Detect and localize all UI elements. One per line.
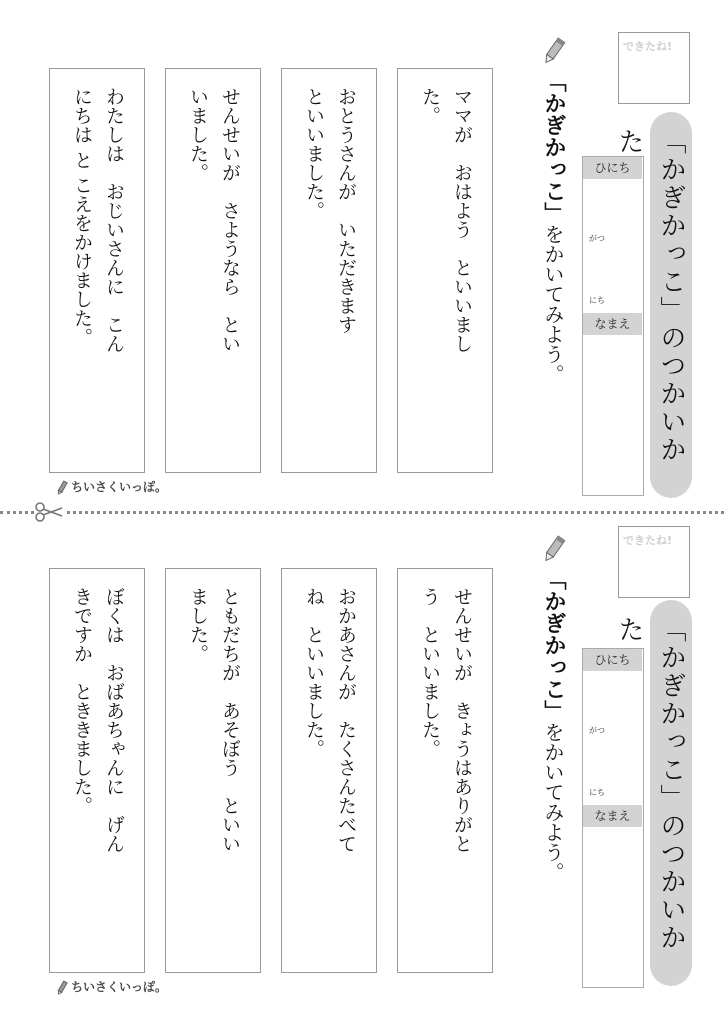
sentence-card <box>165 68 261 473</box>
sentence-text: わたしは おじいさんに こん にちは と こえをかけました。 <box>71 87 125 353</box>
date-name-box <box>582 648 644 988</box>
sentence-card <box>397 568 493 973</box>
instruction <box>533 70 573 500</box>
day-label: にち <box>589 296 605 305</box>
title-pill <box>614 112 692 498</box>
sentence-text: せんせいが きょうはありがと う といいました。 <box>419 587 473 853</box>
brand-logo <box>55 478 167 496</box>
month-label: がつ <box>589 726 605 735</box>
sentence-text: ともだちが あそぼう といい ました。 <box>187 587 241 853</box>
instruction-text: をかいてみよう。 <box>541 224 565 384</box>
sentence-text: おとうさんが いただきます といいました。 <box>303 87 357 334</box>
done-label: できたね! <box>623 40 673 53</box>
brand-pencil-icon <box>55 980 69 996</box>
done-stamp-box <box>618 32 690 104</box>
sentence-card <box>49 568 145 973</box>
page-title: 「かぎかっこ」のつかいかた <box>614 128 686 464</box>
title-pill <box>614 600 692 986</box>
sentence-card <box>281 568 377 973</box>
name-header: なまえ <box>583 805 642 827</box>
instruction-keyword: 「かぎかっこ」 <box>541 70 566 224</box>
done-label: できたね! <box>623 534 673 547</box>
worksheet-top <box>0 0 724 500</box>
brand-pencil-icon <box>55 480 69 496</box>
instruction <box>533 568 573 988</box>
instruction-text: をかいてみよう。 <box>541 722 565 882</box>
worksheet-bottom <box>0 512 724 1012</box>
brand-logo <box>55 978 167 996</box>
date-name-box <box>582 156 644 496</box>
sentence-text: せんせいが さようなら とい いました。 <box>187 87 241 353</box>
brand-text: ちいさくいっぽ。 <box>71 980 168 994</box>
sentence-card <box>165 568 261 973</box>
sentence-text: おかあさんが たくさんたべて ね といいました。 <box>303 587 357 853</box>
pencil-icon <box>540 534 568 564</box>
sentence-card <box>281 68 377 473</box>
pencil-icon <box>540 36 568 66</box>
sentence-text: ママが おはよう といいまし た。 <box>419 87 473 353</box>
brand-text: ちいさくいっぽ。 <box>71 480 168 494</box>
instruction-keyword: 「かぎかっこ」 <box>541 568 566 722</box>
date-header: ひにち <box>583 649 642 671</box>
name-header: なまえ <box>583 313 642 335</box>
sentence-card <box>397 68 493 473</box>
sentence-card <box>49 68 145 473</box>
month-label: がつ <box>589 234 605 243</box>
sentence-text: ぼくは おばあちゃんに げん きですか とききました。 <box>71 587 125 853</box>
done-stamp-box <box>618 526 690 598</box>
date-header: ひにち <box>583 157 642 179</box>
day-label: にち <box>589 788 605 797</box>
page-title: 「かぎかっこ」のつかいかた <box>614 616 686 952</box>
